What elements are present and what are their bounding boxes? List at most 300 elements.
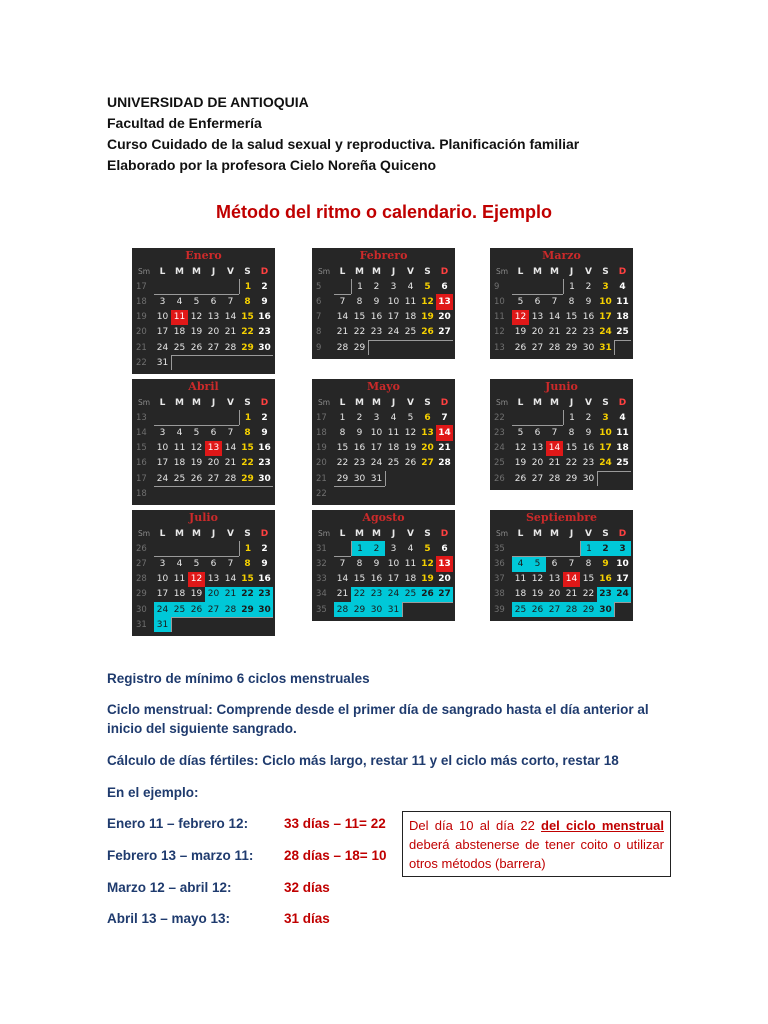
empty-cell: [239, 617, 256, 632]
calendar-day: 30: [353, 473, 366, 484]
calendar-day: 13: [531, 443, 544, 454]
calendar-day: 13: [207, 574, 220, 585]
calendar-day: 24: [156, 342, 169, 353]
empty-cell: [614, 340, 631, 355]
calendar-day: 10: [156, 574, 169, 585]
calendar-day: 18: [616, 443, 629, 454]
weekday-header: M: [355, 528, 364, 539]
calendar-day: 24: [599, 327, 612, 338]
calendar-day: 29: [241, 473, 254, 484]
empty-cell: [188, 486, 205, 501]
calendar-day: 12: [421, 296, 434, 307]
weekday-header: L: [517, 397, 524, 408]
calendar-day: 9: [602, 558, 609, 569]
empty-cell: [419, 486, 436, 501]
note-text: deberá abstenerse de tener coito o utilizar otros métodos (barrera): [409, 837, 664, 871]
weekday-header: D: [440, 266, 449, 277]
calendar-day: 14: [548, 312, 561, 323]
calendar-day: 7: [563, 556, 580, 571]
empty-cell: [188, 541, 205, 556]
calendar-day: 15: [582, 574, 595, 585]
week-number: 15: [136, 443, 147, 454]
weekday-header: V: [407, 266, 414, 277]
calendar-day: 20: [438, 312, 451, 323]
empty-cell: [385, 471, 402, 486]
calendar-day: 18: [404, 574, 417, 585]
calendar-day: 24: [385, 587, 402, 602]
empty-cell: [154, 541, 171, 556]
week-number: 7: [316, 312, 322, 323]
weekday-header: J: [569, 266, 574, 277]
calendar-day: 18: [404, 312, 417, 323]
calendar-day: 4: [390, 412, 397, 423]
calendar-day: 27: [207, 473, 220, 484]
week-number: 14: [136, 427, 147, 438]
weekday-header: M: [175, 528, 184, 539]
calendar-day: 31: [385, 602, 402, 617]
calendar-day: 25: [402, 587, 419, 602]
calendar-day: 21: [224, 458, 237, 469]
calendar-day: 9: [261, 296, 268, 307]
week-number: 36: [494, 558, 505, 569]
empty-cell: [614, 602, 631, 617]
calendar-day: 13: [436, 294, 453, 309]
calendar-day: 11: [616, 427, 629, 438]
month-name: Mayo: [366, 380, 401, 393]
calendar-day: 1: [563, 410, 580, 425]
calendar-febrero: [312, 248, 455, 359]
calendar-day: 17: [156, 458, 169, 469]
weekday-header: S: [602, 397, 609, 408]
calendar-marzo: [490, 248, 633, 359]
calendar-day: 3: [614, 541, 631, 556]
empty-cell: [188, 279, 205, 294]
calendar-day: 14: [224, 312, 237, 323]
week-number: 24: [494, 443, 505, 454]
calendar-day: 14: [224, 443, 237, 454]
calendar-day: 6: [441, 281, 448, 292]
weekday-header: J: [211, 266, 216, 277]
calendar-day: 30: [256, 602, 273, 617]
empty-cell: [385, 340, 402, 355]
calendar-day: 14: [563, 572, 580, 587]
empty-cell: [546, 541, 563, 556]
calendar-abril: [132, 379, 275, 505]
calendar-day: 4: [512, 556, 529, 571]
calendar-day: 6: [205, 294, 222, 309]
calendar-day: 5: [512, 425, 529, 440]
weekday-header: D: [618, 528, 627, 539]
calendar-day: 7: [334, 294, 351, 309]
calendar-day: 24: [156, 473, 169, 484]
calendar-day: 26: [514, 473, 527, 484]
calendar-day: 19: [190, 327, 203, 338]
calendar-day: 28: [224, 342, 237, 353]
calendar-day: 3: [154, 556, 171, 571]
calendar-day: 17: [156, 589, 169, 600]
weekday-header: M: [355, 266, 364, 277]
empty-cell: [546, 410, 563, 425]
week-number: 35: [494, 543, 505, 554]
calendar-day: 14: [436, 425, 453, 440]
weekday-header: S: [424, 528, 431, 539]
calendar-day: 5: [188, 556, 205, 571]
month-name: Marzo: [542, 249, 581, 262]
calendar-day: 4: [171, 294, 188, 309]
calendar-day: 23: [258, 327, 271, 338]
calendar-day: 9: [373, 296, 380, 307]
weekday-header: V: [407, 528, 414, 539]
calendar-day: 24: [370, 458, 383, 469]
calendar-day: 11: [514, 574, 527, 585]
weekday-header: M: [550, 397, 559, 408]
weekday-header: Sm: [137, 267, 151, 277]
calendar-day: 9: [356, 427, 363, 438]
weekday-header: J: [391, 528, 396, 539]
calendar-day: 2: [356, 412, 363, 423]
empty-cell: [512, 541, 529, 556]
week-number: 26: [494, 473, 505, 484]
calendar-day: 4: [407, 281, 414, 292]
calendar-day: 24: [614, 587, 631, 602]
calendar-day: 3: [373, 412, 380, 423]
calendar-day: 17: [387, 312, 400, 323]
empty-cell: [222, 355, 239, 370]
calendar-day: 22: [582, 589, 595, 600]
calendar-day: 26: [190, 473, 203, 484]
calendar-day: 22: [353, 327, 366, 338]
calendar-day: 29: [565, 473, 578, 484]
empty-cell: [205, 279, 222, 294]
calendar-day: 20: [205, 587, 222, 602]
calendar-day: 5: [424, 543, 431, 554]
week-number: 6: [316, 296, 322, 307]
calendar-day: 3: [390, 543, 397, 554]
empty-cell: [256, 617, 273, 632]
week-number: 31: [316, 543, 327, 554]
calendar-day: 2: [261, 281, 268, 292]
faculty-name: Facultad de Enfermería: [107, 115, 262, 131]
calendar-day: 17: [599, 443, 612, 454]
calendar-day: 12: [188, 572, 205, 587]
calendar-junio: [490, 379, 633, 490]
calendar-day: 1: [351, 541, 368, 556]
empty-cell: [222, 486, 239, 501]
week-number: 25: [494, 458, 505, 469]
calendar-day: 7: [441, 412, 448, 423]
week-number: 31: [136, 619, 147, 630]
calendar-day: 30: [597, 602, 614, 617]
calendar-day: 10: [616, 558, 629, 569]
weekday-header: L: [339, 266, 346, 277]
calendar-day: 31: [154, 617, 171, 632]
empty-cell: [402, 340, 419, 355]
calendar-day: 12: [531, 574, 544, 585]
calendar-day: 21: [336, 327, 349, 338]
empty-cell: [256, 486, 273, 501]
weekday-header: J: [211, 528, 216, 539]
weekday-header: L: [517, 266, 524, 277]
calendar-day: 13: [548, 574, 561, 585]
calendar-day: 23: [258, 458, 271, 469]
empty-cell: [222, 410, 239, 425]
empty-cell: [402, 602, 419, 617]
calendar-day: 24: [387, 327, 400, 338]
calendar-day: 27: [207, 342, 220, 353]
note-text: Del día 10 al día 22: [409, 818, 542, 833]
weekday-header: D: [618, 397, 627, 408]
calendar-day: 21: [565, 589, 578, 600]
calendar-day: 21: [548, 458, 561, 469]
calendar-day: 28: [334, 602, 351, 617]
empty-cell: [222, 279, 239, 294]
week-number: 20: [136, 327, 147, 338]
week-number: 12: [494, 327, 505, 338]
month-name: Febrero: [359, 249, 408, 262]
calendar-day: 22: [241, 458, 254, 469]
calendar-day: 18: [616, 312, 629, 323]
calendar-day: 10: [370, 427, 383, 438]
course-name: Curso Cuidado de la salud sexual y reproductiva. Planificación familiar: [107, 136, 580, 152]
calendar-day: 16: [258, 443, 271, 454]
calendar-day: 9: [585, 427, 592, 438]
calendar-day: 2: [597, 541, 614, 556]
week-number: 8: [316, 327, 322, 338]
calendar-day: 15: [565, 312, 578, 323]
example-row-value: 31 días: [284, 911, 330, 926]
example-row-value: 33 días – 11= 22: [284, 816, 386, 831]
calendar-day: 26: [188, 602, 205, 617]
week-number: 26: [136, 543, 147, 554]
weekday-header: S: [244, 397, 251, 408]
week-number: 19: [136, 312, 147, 323]
calendar-day: 5: [407, 412, 414, 423]
empty-cell: [334, 541, 351, 556]
weekday-header: S: [424, 266, 431, 277]
calendar-day: 12: [404, 427, 417, 438]
calendar-day: 29: [353, 342, 366, 353]
calendar-day: 20: [531, 327, 544, 338]
calendar-day: 12: [421, 558, 434, 569]
calendar-day: 27: [436, 587, 453, 602]
weekday-header: V: [227, 397, 234, 408]
calendar-day: 16: [370, 574, 383, 585]
week-number: 22: [494, 412, 505, 423]
empty-cell: [188, 355, 205, 370]
weekday-header: V: [227, 266, 234, 277]
calendar-day: 16: [258, 312, 271, 323]
calendar-day: 6: [546, 556, 563, 571]
calendar-day: 16: [599, 574, 612, 585]
calendar-day: 21: [222, 587, 239, 602]
calendar-day: 13: [436, 556, 453, 571]
calendar-day: 17: [616, 574, 629, 585]
month-name: Abril: [188, 380, 219, 393]
calendar-day: 21: [548, 327, 561, 338]
calendar-day: 26: [190, 342, 203, 353]
week-number: 21: [316, 473, 327, 484]
calendar-day: 22: [239, 587, 256, 602]
weekday-header: D: [440, 528, 449, 539]
calendar-day: 29: [565, 342, 578, 353]
calendar-septiembre: [490, 510, 633, 621]
calendar-day: 8: [356, 558, 363, 569]
week-number: 18: [136, 488, 147, 499]
weekday-header: D: [618, 266, 627, 277]
weekday-header: Sm: [137, 398, 151, 408]
week-number: 17: [136, 473, 147, 484]
weekday-header: V: [585, 528, 592, 539]
weekday-header: Sm: [495, 529, 509, 539]
calendar-day: 26: [529, 602, 546, 617]
calendar-day: 15: [565, 443, 578, 454]
calendar-day: 15: [353, 312, 366, 323]
weekday-header: M: [372, 528, 381, 539]
calendar-day: 27: [205, 602, 222, 617]
calendar-day: 1: [239, 410, 256, 425]
calendar-day: 23: [256, 587, 273, 602]
calendar-day: 21: [336, 589, 349, 600]
calendar-day: 2: [368, 541, 385, 556]
example-row-label: Marzo 12 – abril 12:: [107, 880, 232, 895]
week-number: 5: [316, 281, 322, 292]
weekday-header: M: [372, 266, 381, 277]
week-number: 9: [494, 281, 500, 292]
weekday-header: M: [175, 266, 184, 277]
calendar-day: 28: [548, 342, 561, 353]
week-number: 33: [316, 574, 327, 585]
week-number: 27: [136, 558, 147, 569]
calendar-day: 1: [239, 279, 256, 294]
calendar-day: 3: [390, 281, 397, 292]
example-row-label: Enero 11 – febrero 12:: [107, 816, 249, 831]
weekday-header: L: [339, 528, 346, 539]
calendar-day: 8: [568, 427, 575, 438]
calendar-day: 15: [353, 574, 366, 585]
weekday-header: L: [339, 397, 346, 408]
weekday-header: S: [424, 397, 431, 408]
paragraph-calculo: Cálculo de días fértiles: Ciclo más largo, restar 11 y el ciclo más corto, restar 18: [107, 753, 619, 768]
calendar-day: 11: [173, 443, 186, 454]
empty-cell: [171, 486, 188, 501]
calendar-day: 28: [222, 602, 239, 617]
calendar-day: 15: [241, 312, 254, 323]
calendar-day: 19: [190, 589, 203, 600]
empty-cell: [239, 486, 256, 501]
paragraph-ciclo-2: inicio del siguiente sangrado.: [107, 721, 297, 736]
calendar-day: 4: [171, 556, 188, 571]
week-number: 39: [494, 604, 505, 615]
calendar-day: 28: [438, 458, 451, 469]
calendar-day: 10: [387, 558, 400, 569]
empty-cell: [419, 471, 436, 486]
week-number: 34: [316, 589, 327, 600]
calendar-day: 18: [514, 589, 527, 600]
calendar-day: 20: [207, 458, 220, 469]
empty-cell: [419, 602, 436, 617]
paragraph-ciclo-1: Ciclo menstrual: Comprende desde el primer día de sangrado hasta el día anterior al: [107, 702, 649, 717]
calendar-day: 4: [171, 425, 188, 440]
week-number: 23: [494, 427, 505, 438]
calendar-day: 20: [548, 589, 561, 600]
calendar-day: 28: [548, 473, 561, 484]
empty-cell: [614, 471, 631, 486]
calendar-day: 3: [154, 294, 171, 309]
example-row-label: Abril 13 – mayo 13:: [107, 911, 231, 926]
calendar-day: 9: [373, 558, 380, 569]
calendar-day: 10: [156, 312, 169, 323]
weekday-header: M: [533, 397, 542, 408]
week-number: 19: [316, 443, 327, 454]
calendar-day: 18: [173, 589, 186, 600]
calendar-day: 26: [419, 587, 436, 602]
calendar-day: 22: [565, 327, 578, 338]
weekday-header: L: [159, 266, 166, 277]
empty-cell: [205, 355, 222, 370]
page-title: Método del ritmo o calendario. Ejemplo: [215, 202, 553, 222]
calendar-day: 6: [205, 556, 222, 571]
weekday-header: V: [585, 266, 592, 277]
calendar-day: 11: [404, 558, 417, 569]
weekday-header: Sm: [495, 267, 509, 277]
weekday-header: Sm: [317, 529, 331, 539]
calendar-day: 14: [546, 441, 563, 456]
calendar-day: 7: [222, 425, 239, 440]
calendar-enero: [132, 248, 275, 374]
weekday-header: V: [227, 528, 234, 539]
calendar-day: 30: [258, 342, 271, 353]
calendar-day: 15: [336, 443, 349, 454]
weekday-header: M: [192, 528, 201, 539]
weekday-header: M: [533, 528, 542, 539]
calendar-day: 24: [154, 602, 171, 617]
empty-cell: [154, 410, 171, 425]
week-number: 13: [136, 412, 147, 423]
weekday-header: V: [585, 397, 592, 408]
weekday-header: L: [159, 397, 166, 408]
author-line: Elaborado por la profesora Cielo Noreña Quiceno: [107, 157, 437, 173]
calendar-day: 16: [258, 574, 271, 585]
calendar-day: 23: [597, 587, 614, 602]
month-name: Agosto: [362, 511, 405, 524]
week-number: 28: [136, 574, 147, 585]
empty-cell: [334, 486, 351, 501]
calendar-day: 7: [334, 556, 351, 571]
week-number: 30: [136, 604, 147, 615]
calendar-agosto: [312, 510, 455, 621]
weekday-header: L: [159, 528, 166, 539]
calendar-day: 19: [514, 458, 527, 469]
calendar-day: 6: [424, 412, 431, 423]
calendar-day: 1: [351, 279, 368, 294]
calendar-day: 3: [154, 425, 171, 440]
calendar-day: 25: [171, 602, 188, 617]
calendar-day: 21: [438, 443, 451, 454]
calendar-day: 28: [224, 473, 237, 484]
calendar-day: 23: [582, 327, 595, 338]
empty-cell: [256, 355, 273, 370]
calendar-day: 5: [188, 425, 205, 440]
calendar-day: 19: [514, 327, 527, 338]
calendar-day: 29: [351, 602, 368, 617]
calendar-day: 12: [190, 443, 203, 454]
calendar-day: 26: [514, 342, 527, 353]
weekday-header: J: [391, 397, 396, 408]
calendar-day: 13: [531, 312, 544, 323]
calendar-day: 13: [207, 312, 220, 323]
calendar-day: 11: [171, 310, 188, 325]
calendar-day: 27: [546, 602, 563, 617]
